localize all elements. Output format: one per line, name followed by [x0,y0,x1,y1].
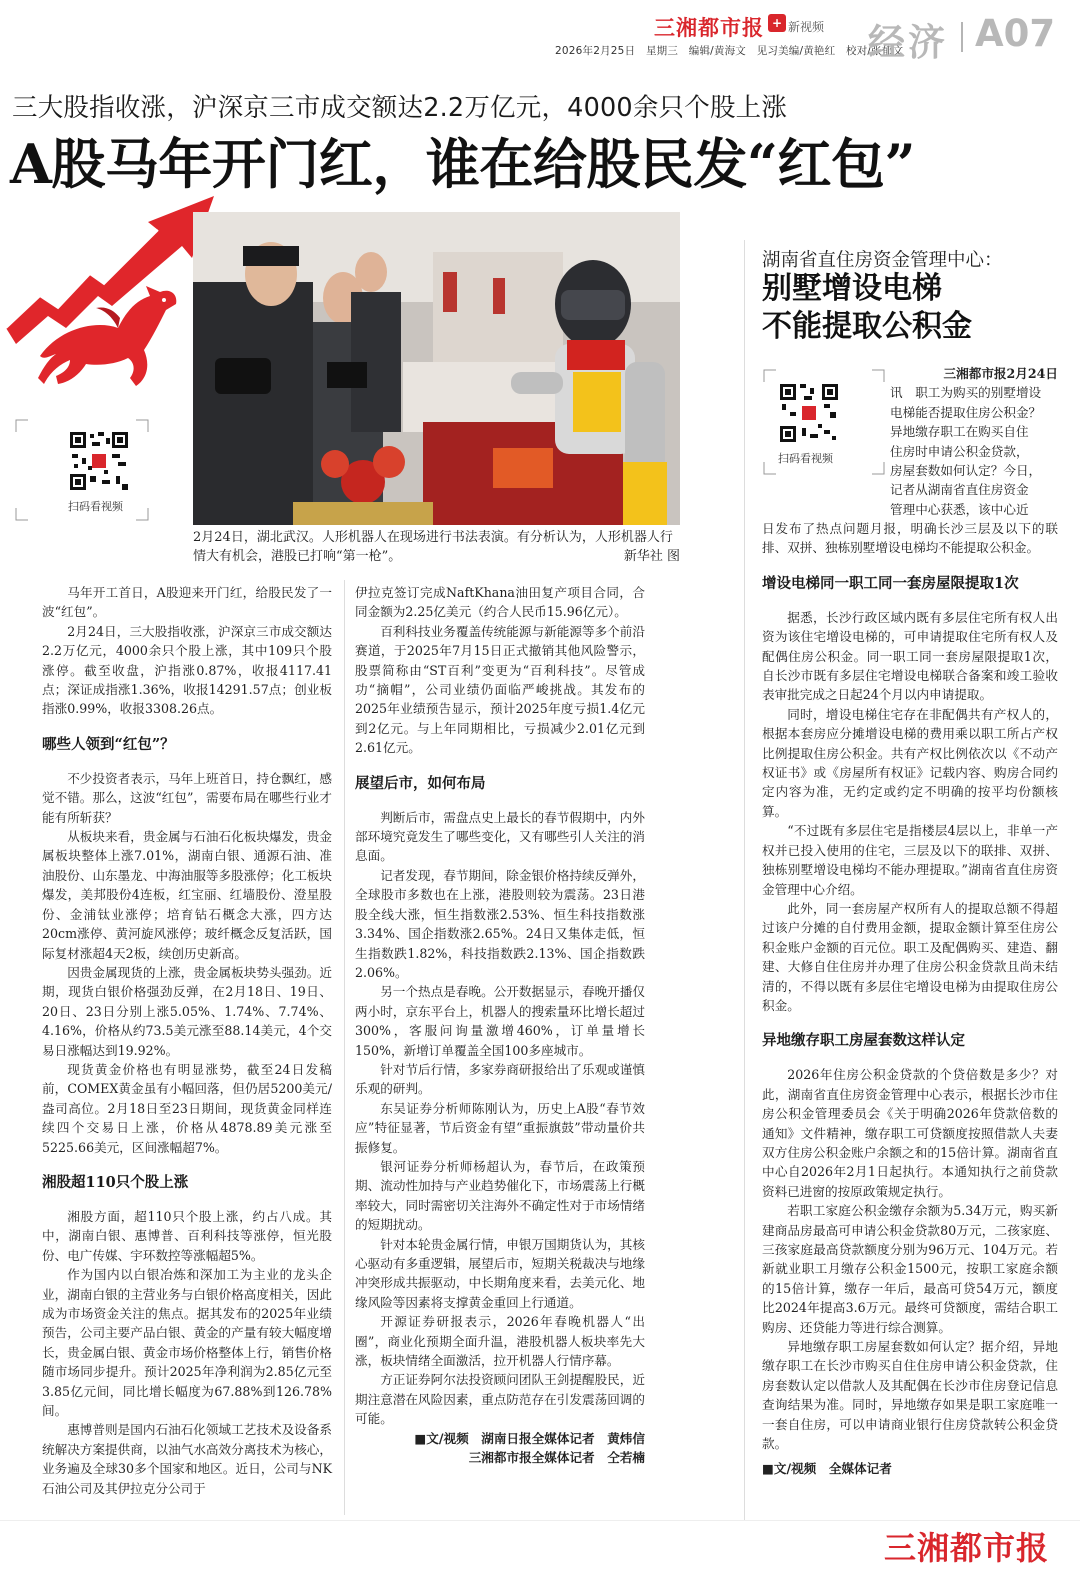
body-paragraph: 马年开工首日，A股迎来开门红，给股民发了一波“红包”。 [42,585,332,620]
byline: 三湘都市报全媒体记者 仝若楠 [468,1450,645,1466]
wrap-line: 管理中心获悉，该中心近 [890,501,1029,517]
body-paragraph: 异地缴存职工房屋套数如何认定？据介绍，异地缴存职工在长沙市购买自住住房申请公积金贷款，住房套数认定以借款人及其配偶在长沙市住房登记信息查询结果为准。同时，异地缴存如果是职工家庭唯一一套自住房，可以申请商业银行住房贷款转公积金贷款。 [762,1339,1058,1452]
column-divider [744,240,745,1520]
body-paragraph: 伊拉克签订完成NaftKhana油田复产项目合同，合同金额为2.25亿美元（约合人民币15.96亿元）。 [355,585,645,620]
brand-logo-icon: + [768,14,786,32]
body-paragraph: 作为国内以白银冶炼和深加工为主业的龙头企业，湖南白银的主营业务与白银价格高度相关，因此成为市场资金关注的焦点。据其发布的2025年业绩预告，公司主要产品白银、黄金的产量有较大幅度增长，贵金属白银、黄金市场价格整体上行，销售价格随市场同步提升。预计2025年净利润为2.85亿元至3.85亿元间，同比增长幅度为67.88%到126.78%间。 [42,1267,332,1419]
section-heading: 哪些人领到“红包”？ [42,735,175,753]
body-paragraph: 针对节后行情，多家券商研报给出了乐观或谨慎乐观的研判。 [355,1061,645,1097]
section-heading: 增设电梯同一职工同一套房屋限提取1次 [762,574,1019,592]
body-paragraph: 东吴证券分析师陈刚认为，历史上A股“春节效应”特征显著，节后资金有望“重振旗鼓”带动量价共振修复。 [355,1100,645,1155]
body-paragraph: 同时，增设电梯住宅存在非配偶共有产权人的，根据本套房应分摊增设电梯的费用乘以职工所占产权比例提取住房公积金。共有产权比例依次以《不动产权证书》或《房屋所有权证》记载内容、购房合同约定内容为准，无约定或约定不明确的按平均份额核算。 [762,706,1058,819]
side-article-body [762,519,1058,1479]
body-paragraph: 据悉，长沙行政区域内既有多层住宅所有权人出资为该住宅增设电梯的，可申请提取住宅所有权人及配偶住房公积金。同一职工同一套房屋限提取1次，自长沙市既有多层住宅增设电梯联合备案和竣工验收表审批完成之日起24个月以内申请提取。 [762,609,1058,703]
lead-photo [193,212,680,525]
side-headline-line1: 别墅增设电梯 [762,271,942,306]
lead-headline: A股马年开门红，谁在给股民发“红包” [10,132,916,196]
section-heading: 异地缴存职工房屋套数这样认定 [762,1032,965,1050]
body-paragraph: 2月24日，三大股指收涨，沪深京三市成交额达2.2万亿元，4000余只个股上涨，其中109只个股涨停。截至收盘，沪指涨0.87%，收报4117.41点；深证成指涨1.36%，收报14291.57点；创业板指涨0.99%，收报3308.26点。 [42,623,332,717]
body-paragraph: 若职工家庭公积金缴存余额为5.34万元，购买新建商品房最高可申请公积金贷款80万元，二孩家庭、三孩家庭最高贷款额度分别为96万元、104万元。若新就业职工月缴存公积金1500元，按职工家庭余额的15倍计算，缴存一年后，最高可贷54万元，额度比2024年提高3.6万元。最终可贷额度，需结合职工购房、还贷能力等进行综合测算。 [762,1203,1058,1335]
byline: ■文/视频 湖南日报全媒体记者 黄炜信 [414,1430,645,1446]
caption-credit: 新华社 图 [623,549,680,564]
body-paragraph: 惠博普则是国内石油石化领域工艺技术及设备系统解决方案提供商，以油气水高效分离技术为核心，业务遍及全球30多个国家和地区。近日，公司与NK石油公司及其伊拉克分公司于 [42,1422,332,1496]
body-paragraph: 日发布了热点问题月报，明确长沙三层及以下的联排、双拼、独栋别墅增设电梯均不能提取公积金。 [762,521,1058,556]
body-paragraph: 记者发现，春节期间，除金银价格持续反弹外，全球股市多数也在上涨，港股则较为震荡。23日港股全线大涨，恒生指数涨2.53%、恒生科技指数涨3.34%、国企指数涨2.65%。24日又集体走低，恒生指数跌1.82%，科技指数跌2.13%、国企指数跌2.06%。 [355,867,645,980]
wrap-line: 住房时申请公积金贷款， [890,443,1029,459]
side-headline [762,270,972,346]
body-paragraph: 从板块来看，贵金属与石油石化板块爆发，贵金属板块整体上涨7.01%，湖南白银、通源石油、准油股份、山东墨龙、中海油服等多股涨停；化工板块爆发，美邦股份4连板，红宝丽、红墙股份、澄星股份、金浦钛业涨停；培育钻石概念大涨，四方达20cm涨停、黄河旋风涨停；玻纤概念反复活跃，国际复材涨超4天2板，续创历史新高。 [42,829,332,961]
wrap-line: 三湘都市报2月24日 [943,366,1058,381]
caption-text: 2月24日，湖北武汉。人形机器人在现场进行书法表演。有分析认为，人形机器人行情大有机会，港股已打响“第一枪”。 [193,530,673,564]
qr-label: 扫码看视频 [68,500,123,513]
wrap-line: 房屋套数如何认定？今日， [890,463,1042,479]
brand-sub: 新视频 [788,20,825,34]
section-name: 经济 [868,21,948,64]
body-paragraph: 针对本轮贵金属行情，申银万国期货认为，其核心驱动有多重逻辑，展望后市，短期关税裁决与地缘冲突形成共振驱动，中长期角度来看，去美元化、地缘风险等因素将支撑黄金重回上行通道。 [355,1236,645,1310]
wrap-line: 记者从湖南省直住房资金 [890,482,1029,498]
newspaper-brand: 三湘都市报 [654,16,764,40]
section-heading: 湘股超110只个股上涨 [42,1173,189,1191]
masthead-divider [961,22,963,52]
side-kicker: 湖南省直住房资金管理中心： [762,250,1003,271]
wrap-line: 异地缴存职工在购买自住 [890,424,1029,440]
footer-rule [0,1520,1080,1521]
body-paragraph: 现货黄金价格也有明显涨势，截至24日发稿前，COMEX黄金虽有小幅回落，但仍居5200美元/盎司高位。2月18日至23日期间，现货黄金同样连续四个交易日上涨，价格从4878.89美元涨至5225.66美元，区间涨幅超7%。 [42,1061,332,1155]
byline: ■文/视频 全媒体记者 [762,1461,892,1477]
red-arrow-horse-illustration [0,188,220,398]
side-headline-line2: 不能提取公积金 [762,309,972,344]
lead-subheadline: 三大股指收涨，沪深京三市成交额达2.2万亿元，4000余只个股上涨 [12,93,788,123]
body-paragraph: 因贵金属现货的上涨，贵金属板块势头强劲。近期，现货白银价格强劲反弹，在2月18日、19日、20日、23日分别上涨5.05%、1.74%、7.74%、4.16%，价格从约73.5美元涨至88.14美元，4个交易日涨幅达到19.92%。 [42,964,332,1058]
page-number: A07 [975,12,1056,55]
body-paragraph: 另一个热点是春晚。公开数据显示，春晚开播仅两小时，京东平台上，机器人的搜索量环比增长超过300%，客服问询量激增460%，订单量增长150%，新增订单覆盖全国100多座城市。 [355,984,645,1058]
body-paragraph: 2026年住房公积金贷款的个贷倍数是多少？对此，湖南省直住房资金管理中心表示，根据长沙市住房公积金管理委员会《关于明确2026年贷款倍数的通知》文件精神，缴存职工可贷额度按照借款人夫妻双方住房公积金账户余额之和的15倍计算。湖南省直中心自2026年2月1日起执行。本通知执行之前贷款资料已进窗的按原政策规定执行。 [762,1067,1058,1199]
body-paragraph: 不少投资者表示，马年上班首日，持仓飘红，感觉不错。那么，这波“红包”，需要布局在哪些行业才能有所斩获？ [42,770,332,825]
qr-frame [14,418,150,522]
body-paragraph: 银河证券分析师杨超认为，春节后，在政策预期、流动性加持与产业趋势催化下，市场震荡上行概率较大，同时需密切关注海外不确定性对于市场情绪的短期扰动。 [355,1158,645,1233]
body-paragraph: 此外，同一套房屋产权所有人的提取总额不得超过该户分摊的自付费用金额，提取金额计算至住房公积金账户金额的百元位。职工及配偶购买、建造、翻建、大修自住住房并办理了住房公积金贷款且尚未结清的，不得以既有多层住宅增设电梯为由提取住房公积金。 [762,900,1058,1013]
side-qr-frame [762,368,886,476]
qr-code-icon[interactable] [68,430,130,492]
body-paragraph: 湘股方面，超110只个股上涨，约占八成。其中，湖南白银、惠博普、百利科技等涨停，恒光股份、电广传媒、宇环数控等涨幅超5%。 [42,1208,332,1263]
body-paragraph: “不过既有多层住宅是指楼层4层以上，非单一产权并已投入使用的住宅，三层及以下的联排、双拼、独栋别墅增设电梯均不能办理提取。”湖南省直住房资金管理中心介绍。 [762,823,1058,897]
column-divider [344,580,345,1515]
body-paragraph: 方正证券阿尔法投资顾问团队王剑提醒股民，近期注意潜在风险因素，重点防范存在引发震荡回调的可能。 [355,1372,645,1427]
footer-brand-logo: 三湘都市报 [884,1529,1050,1567]
issue-meta: 2026年2月25日 星期三 编辑/黄海文 见习美编/黄艳红 校对/张郁文 [555,45,904,57]
side-wrap-text [890,364,1058,519]
lead-column-1 [42,583,332,1498]
wrap-line: 讯 职工为购买的别墅增设 [890,385,1042,401]
wrap-line: 电梯能否提取住房公积金？ [890,404,1042,420]
body-paragraph: 开源证券研报表示，2026年春晚机器人“出圈”，商业化预期全面升温，港股机器人板块率先大涨，板块情绪全面激活，拉开机器人行情序幕。 [355,1314,645,1369]
body-paragraph: 百利科技业务覆盖传统能源与新能源等多个前沿赛道，于2025年7月15日正式撤销其他风险警示，股票简称由“ST百利”变更为“百利科技”。尽管成功“摘帽”，公司业绩仍面临严峻挑战。其发布的2025年业绩预告显示，预计2025年度亏损1.4亿元到2亿元。与上年同期相比，亏损减少2.01亿元到2.61亿元。 [355,623,645,756]
body-paragraph: 判断后市，需盘点史上最长的春节假期中，内外部环境究竟发生了哪些变化，又有哪些引人关注的消息面。 [355,809,645,864]
qr-code-icon[interactable] [778,382,840,444]
lead-column-2 [355,583,645,1467]
side-qr-label: 扫码看视频 [778,452,833,465]
photo-caption [193,528,680,566]
section-heading: 展望后市，如何布局 [355,774,486,792]
